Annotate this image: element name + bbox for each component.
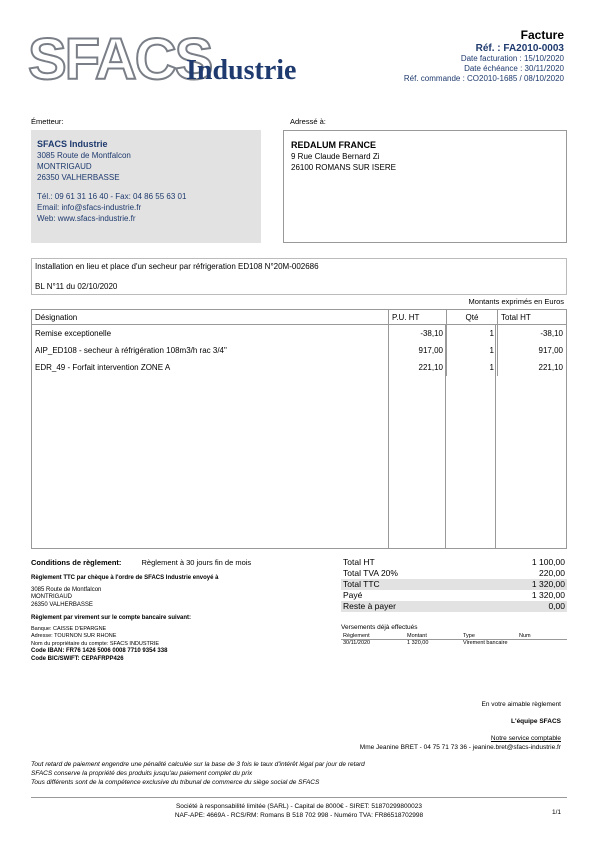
closing-service: Notre service comptable [490, 735, 561, 742]
closing-line1: En votre aimable règlement [481, 701, 561, 708]
column-divider [445, 325, 446, 548]
legal-notes [31, 760, 365, 787]
col-reglement: Règlement [341, 633, 405, 640]
table-row [341, 640, 567, 647]
date-facturation: Date facturation : 15/10/2020 [460, 54, 564, 63]
item-pu: 221,10 [389, 359, 447, 376]
emitter-address1: 3085 Route de Montfalcon [37, 151, 131, 160]
payment-date: 30/11/2020 [343, 640, 371, 646]
col-total: Total HT [498, 310, 567, 325]
total-value: 0,00 [548, 601, 565, 611]
item-designation: Remise exceptionelle [32, 325, 389, 343]
total-label: Total TTC [343, 579, 380, 589]
item-total: 221,10 [538, 363, 563, 372]
company-logo [28, 27, 318, 92]
recipient-label: Adressé à: [290, 117, 326, 126]
total-value: 1 320,00 [531, 579, 565, 589]
column-divider [495, 325, 496, 548]
col-pu: P.U. HT [389, 310, 447, 325]
bank-address: Adresse: TOURNON SUR RHONE [31, 633, 117, 639]
iban: Code IBAN: FR76 1426 5006 0008 7710 9354 338 [31, 648, 168, 654]
payments-made [341, 624, 567, 646]
col-type: Type [461, 633, 517, 640]
col-montant: Montant [405, 633, 461, 640]
virement-title: Règlement par virement sur le compte bancaire suivant: [31, 615, 192, 621]
emitter-label: Émetteur: [31, 117, 64, 126]
payment-conditions [31, 558, 321, 663]
items-table [31, 309, 567, 549]
table-row [32, 325, 566, 343]
emitter-name: SFACS Industrie [37, 139, 108, 149]
total-value: 1 320,00 [531, 590, 565, 600]
col-qte: Qté [447, 310, 498, 325]
total-ht-row [341, 557, 567, 568]
total-ttc-row [341, 579, 567, 590]
payment-num [517, 640, 567, 647]
currency-note: Montants exprimés en Euros [468, 297, 564, 306]
paid-row [341, 590, 567, 601]
cheque-address2: MONTRIGAUD [31, 594, 72, 600]
total-label: Total TVA 20% [343, 568, 398, 578]
payment-type: Virement bancaire [463, 640, 508, 646]
cheque-address1: 3085 Route de Montfalcon [31, 586, 102, 593]
item-pu: 917,00 [389, 342, 447, 359]
emitter-web[interactable]: Web: www.sfacs-industrie.fr [37, 214, 136, 223]
date-echeance: Date échéance : 30/11/2020 [464, 64, 564, 73]
table-row [32, 342, 566, 359]
item-pu: -38,10 [389, 325, 447, 343]
table-row [32, 359, 566, 376]
bank-name: Banque: CAISSE D'EPARGNE [31, 625, 107, 632]
recipient-box [283, 130, 567, 243]
page-footer [31, 797, 567, 820]
col-designation: Désignation [32, 310, 389, 325]
emitter-address2: MONTRIGAUD [37, 162, 92, 171]
payment-amount: 1 320,00 [407, 640, 429, 646]
note-line1: Installation en lieu et place d'un secheur par réfrigeration ED108 N°20M-002686 [35, 262, 319, 271]
conditions-label: Conditions de règlement: [31, 558, 122, 567]
col-num: Num [517, 633, 567, 640]
logo-sub: Industrie [186, 55, 297, 86]
ref-commande: Réf. commande : CO2010-1685 / 08/10/2020 [403, 74, 564, 83]
cheque-title: Règlement TTC par chèque à l'ordre de SFACS Industrie envoyé à [31, 575, 219, 581]
logo-brand: SFACS [28, 27, 212, 92]
item-designation: EDR_49 - Forfait intervention ZONE A [32, 359, 389, 376]
item-qte: 1 [447, 342, 498, 359]
recipient-address2: 26100 ROMANS SUR ISERE [291, 163, 396, 172]
item-qte: 1 [447, 359, 498, 376]
footer-line1: Société à responsabilité limitée (SARL) - Capital de 8000€ - SIRET: 51870299800023 [175, 803, 423, 810]
emitter-box [31, 130, 261, 243]
emitter-address3: 26350 VALHERBASSE [37, 173, 120, 182]
emitter-phone: Tél.: 09 61 31 16 40 - Fax: 04 86 55 63 01 [37, 192, 187, 201]
total-label: Payé [343, 590, 363, 600]
column-divider [388, 325, 389, 548]
payments-title: Versements déjà effectués [341, 624, 418, 631]
invoice-note-box [31, 258, 567, 295]
item-qte: 1 [447, 325, 498, 343]
invoice-title: Facture [520, 28, 564, 42]
item-designation: AIP_ED108 - secheur à réfrigération 108m3/h rac 3/4" [32, 342, 389, 359]
total-value: 1 100,00 [531, 557, 565, 567]
legal-line: Tout retard de paiement engendre une pénalité calculée sur la base de 3 fois le taux d'intérêt légal par jour de retard [31, 761, 365, 768]
emitter-email[interactable]: Email: info@sfacs-industrie.fr [37, 203, 142, 212]
legal-line: SFACS conserve la propriété des produits jusqu'au paiement complet du prix [31, 770, 253, 777]
totals-block [341, 557, 567, 612]
invoice-ref: Réf. : FA2010-0003 [475, 43, 564, 54]
cheque-address3: 26350 VALHERBASSE [31, 601, 93, 608]
account-owner: Nom du propriétaire du compte: SFACS INDUSTRIE [31, 640, 160, 647]
closing-signature: L'équipe SFACS [511, 718, 561, 725]
page-number: 1/1 [551, 809, 561, 816]
note-line2: BL N°11 du 02/10/2020 [35, 282, 118, 291]
recipient-address1: 9 Rue Claude Bernard Zi [291, 152, 380, 161]
conditions-value: Règlement à 30 jours fin de mois [141, 558, 252, 567]
total-label: Reste à payer [343, 601, 396, 611]
total-label: Total HT [343, 557, 375, 567]
item-total: 917,00 [538, 346, 563, 355]
table-header-row [32, 310, 566, 325]
recipient-name: REDALUM FRANCE [291, 140, 376, 150]
invoice-header [344, 28, 564, 84]
total-value: 220,00 [539, 568, 565, 578]
legal-line: Tous différents sont de la compétence exclusive du tribunal de commerce du siège social de SFACS [31, 779, 320, 786]
footer-line2: NAF-APE: 4669A - RCS/RM: Romans B 518 702 998 - Numéro TVA: FR86518702998 [174, 812, 424, 819]
remaining-row [341, 601, 567, 612]
closing-contact: Mme Jeanine BRET - 04 75 71 73 36 - jeanine.bret@sfacs-industrie.fr [359, 744, 561, 751]
bic: Code BIC/SWIFT: CEPAFRPP426 [31, 655, 124, 662]
item-total: -38,10 [540, 329, 563, 338]
total-tva-row [341, 568, 567, 579]
